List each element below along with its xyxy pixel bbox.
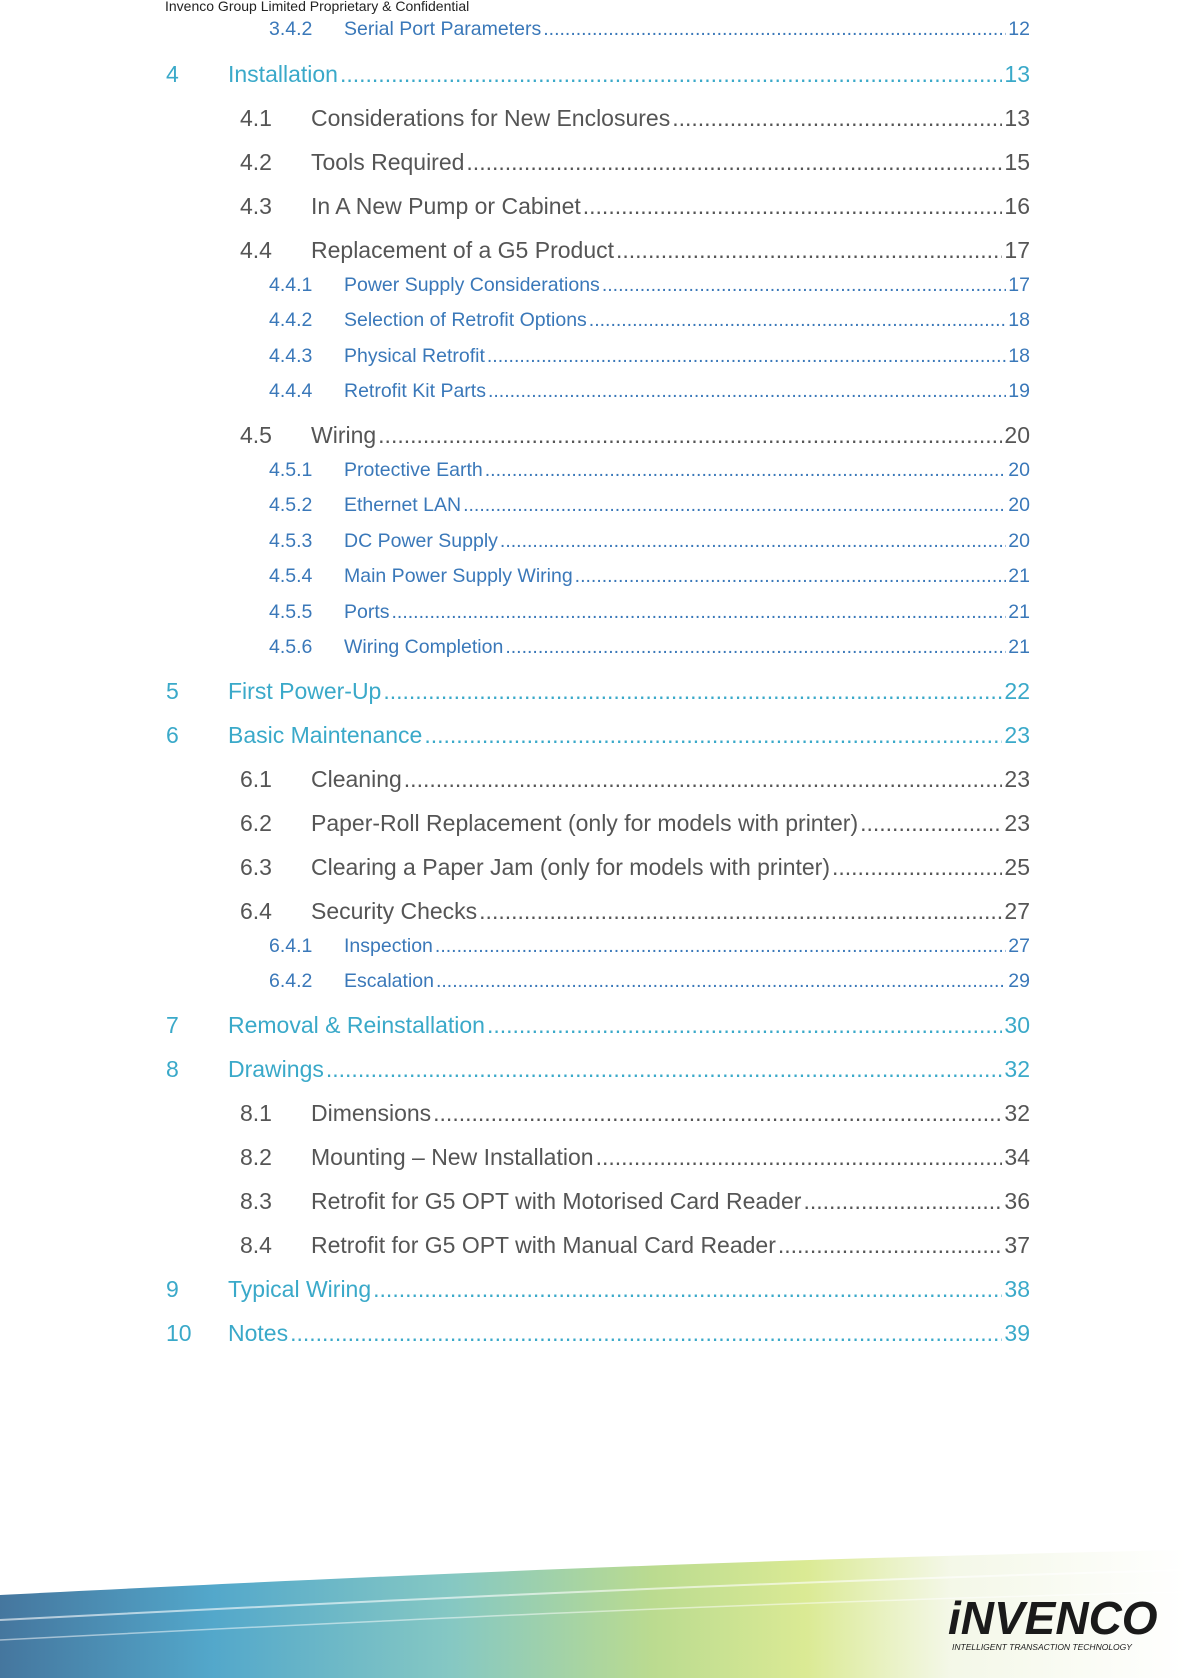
- toc-leader-dots: [487, 1012, 1002, 1039]
- toc-number: 6.4.2: [269, 970, 313, 992]
- svg-text:INTELLIGENT TRANSACTION TECHNO: INTELLIGENT TRANSACTION TECHNOLOGY: [952, 1642, 1132, 1652]
- toc-leader-dots: [505, 636, 1006, 659]
- toc-leader-dots: [404, 766, 1003, 793]
- toc-number: 4.4: [240, 237, 272, 263]
- toc-number: 3.4.2: [269, 18, 313, 40]
- toc-title: Power Supply Considerations: [344, 274, 600, 296]
- toc-number: 4.1: [240, 105, 272, 131]
- toc-entry[interactable]: [240, 854, 1030, 881]
- toc-leader-dots: [543, 18, 1006, 41]
- toc-title: DC Power Supply: [344, 530, 498, 552]
- toc-entry[interactable]: [166, 1012, 1030, 1039]
- toc-title: Ethernet LAN: [344, 494, 462, 516]
- toc-number: 6.1: [240, 766, 272, 792]
- toc-entry[interactable]: [240, 193, 1030, 220]
- toc-page-number: 22: [1004, 678, 1030, 704]
- toc-number: 4.5.4: [269, 565, 313, 587]
- toc-entry[interactable]: [269, 970, 1030, 993]
- toc-page-number: 21: [1008, 636, 1030, 658]
- toc-title: Selection of Retrofit Options: [344, 309, 587, 331]
- toc-leader-dots: [435, 935, 1006, 958]
- toc-entry[interactable]: [240, 810, 1030, 837]
- toc-title: Wiring: [311, 422, 377, 448]
- toc-entry[interactable]: [269, 636, 1030, 659]
- toc-entry[interactable]: [269, 309, 1030, 332]
- toc-title: Security Checks: [311, 898, 478, 924]
- toc-page-number: 29: [1008, 970, 1030, 992]
- toc-page-number: 32: [1004, 1100, 1030, 1126]
- toc-leader-dots: [596, 1144, 1003, 1171]
- toc-page-number: 23: [1004, 810, 1030, 836]
- invenco-logo: [948, 1590, 1187, 1660]
- toc-title: In A New Pump or Cabinet: [311, 193, 581, 219]
- toc-page-number: 37: [1004, 1232, 1030, 1258]
- toc-page-number: 23: [1004, 722, 1030, 748]
- toc-entry[interactable]: [166, 1320, 1030, 1347]
- toc-entry[interactable]: [269, 601, 1030, 624]
- toc-page-number: 20: [1008, 530, 1030, 552]
- toc-number: 4.4.3: [269, 345, 313, 367]
- toc-title: Installation: [228, 61, 338, 87]
- toc-title: Dimensions: [311, 1100, 432, 1126]
- toc-number: 8.1: [240, 1100, 272, 1126]
- toc-entry[interactable]: [269, 18, 1030, 41]
- toc-page-number: 27: [1008, 935, 1030, 957]
- toc-number: 4.5.5: [269, 601, 313, 623]
- toc-page-number: 25: [1004, 854, 1030, 880]
- toc-leader-dots: [326, 1056, 1003, 1083]
- toc-number: 4.5.2: [269, 494, 313, 516]
- toc-title: Serial Port Parameters: [344, 18, 542, 40]
- toc-number: 5: [166, 678, 179, 704]
- toc-page-number: 34: [1004, 1144, 1030, 1170]
- toc-number: 6: [166, 722, 179, 748]
- toc-leader-dots: [392, 601, 1007, 624]
- toc-page-number: 16: [1004, 193, 1030, 219]
- toc-title: Retrofit Kit Parts: [344, 380, 486, 402]
- toc-leader-dots: [803, 1188, 1002, 1215]
- toc-page-number: 32: [1004, 1056, 1030, 1082]
- toc-leader-dots: [589, 309, 1007, 332]
- toc-title: Wiring Completion: [344, 636, 504, 658]
- toc-title: Mounting – New Installation: [311, 1144, 594, 1170]
- toc-entry[interactable]: [269, 530, 1030, 553]
- toc-entry[interactable]: [166, 722, 1030, 749]
- toc-entry[interactable]: [240, 1144, 1030, 1171]
- toc-entry[interactable]: [240, 237, 1030, 264]
- toc-title: Retrofit for G5 OPT with Manual Card Reader: [311, 1232, 776, 1258]
- toc-page-number: 27: [1004, 898, 1030, 924]
- toc-leader-dots: [487, 345, 1006, 368]
- toc-title: Clearing a Paper Jam (only for models with printer): [311, 854, 830, 880]
- toc-entry[interactable]: [240, 1232, 1030, 1259]
- toc-page-number: 21: [1008, 565, 1030, 587]
- toc-leader-dots: [672, 105, 1002, 132]
- toc-page-number: 12: [1008, 18, 1030, 40]
- toc-number: 4.5: [240, 422, 272, 448]
- toc-page-number: 18: [1008, 345, 1030, 367]
- toc-leader-dots: [463, 494, 1006, 517]
- toc-entry[interactable]: [269, 380, 1030, 403]
- toc-page-number: 20: [1008, 494, 1030, 516]
- toc-entry[interactable]: [269, 565, 1030, 588]
- toc-leader-dots: [485, 459, 1007, 482]
- toc-number: 8.2: [240, 1144, 272, 1170]
- toc-number: 10: [166, 1320, 192, 1346]
- toc-title: Retrofit for G5 OPT with Motorised Card Reader: [311, 1188, 802, 1214]
- toc-leader-dots: [383, 678, 1002, 705]
- toc-entry[interactable]: [269, 345, 1030, 368]
- toc-leader-dots: [616, 237, 1002, 264]
- toc-title: Removal & Reinstallation: [228, 1012, 485, 1038]
- toc-entry[interactable]: [269, 935, 1030, 958]
- toc-number: 4.4.1: [269, 274, 313, 296]
- toc-page-number: 19: [1008, 380, 1030, 402]
- toc-title: Cleaning: [311, 766, 402, 792]
- toc-title: Paper-Roll Replacement (only for models with printer): [311, 810, 859, 836]
- toc-title: First Power-Up: [228, 678, 382, 704]
- toc-number: 8.3: [240, 1188, 272, 1214]
- toc-number: 6.4: [240, 898, 272, 924]
- toc-number: 4.5.3: [269, 530, 313, 552]
- toc-leader-dots: [373, 1276, 1002, 1303]
- toc-leader-dots: [583, 193, 1003, 220]
- toc-number: 8.4: [240, 1232, 272, 1258]
- toc-entry[interactable]: [166, 678, 1030, 705]
- toc-leader-dots: [340, 61, 1002, 88]
- toc-leader-dots: [832, 854, 1002, 881]
- toc-number: 4.4.4: [269, 380, 313, 402]
- toc-number: 6.4.1: [269, 935, 313, 957]
- toc-leader-dots: [290, 1320, 1002, 1347]
- svg-text:iNVENCO: iNVENCO: [948, 1592, 1158, 1644]
- toc-entry[interactable]: [240, 149, 1030, 176]
- toc-entry[interactable]: [240, 766, 1030, 793]
- toc-title: Replacement of a G5 Product: [311, 237, 614, 263]
- toc-title: Tools Required: [311, 149, 465, 175]
- toc-page-number: 13: [1004, 61, 1030, 87]
- toc-page-number: 30: [1004, 1012, 1030, 1038]
- toc-leader-dots: [378, 422, 1002, 449]
- toc-page-number: 20: [1008, 459, 1030, 481]
- toc-leader-dots: [575, 565, 1007, 588]
- toc-page-number: 23: [1004, 766, 1030, 792]
- toc-leader-dots: [479, 898, 1002, 925]
- toc-entry[interactable]: [269, 494, 1030, 517]
- toc-entry[interactable]: [240, 898, 1030, 925]
- toc-page-number: 21: [1008, 601, 1030, 623]
- toc-page-number: 17: [1008, 274, 1030, 296]
- toc-number: 9: [166, 1276, 179, 1302]
- toc-number: 6.2: [240, 810, 272, 836]
- toc-entry[interactable]: [269, 274, 1030, 297]
- toc-title: Escalation: [344, 970, 434, 992]
- toc-title: Ports: [344, 601, 390, 623]
- toc-entry[interactable]: [240, 1188, 1030, 1215]
- toc-number: 6.3: [240, 854, 272, 880]
- toc-title: Main Power Supply Wiring: [344, 565, 573, 587]
- toc-entry[interactable]: [240, 422, 1030, 449]
- toc-page-number: 20: [1004, 422, 1030, 448]
- toc-entry[interactable]: [166, 1276, 1030, 1303]
- page-header: Invenco Group Limited Proprietary & Confidential: [165, 0, 470, 14]
- toc-leader-dots: [466, 149, 1002, 176]
- toc-page-number: 15: [1004, 149, 1030, 175]
- toc-title: Notes: [228, 1320, 289, 1346]
- toc-leader-dots: [778, 1232, 1003, 1259]
- toc-title: Physical Retrofit: [344, 345, 485, 367]
- toc-page-number: 17: [1004, 237, 1030, 263]
- toc-number: 7: [166, 1012, 179, 1038]
- toc-page-number: 39: [1004, 1320, 1030, 1346]
- toc-entry[interactable]: [166, 1056, 1030, 1083]
- toc-number: 4.4.2: [269, 309, 313, 331]
- toc-leader-dots: [500, 530, 1006, 553]
- toc-entry[interactable]: [166, 61, 1030, 88]
- toc-title: Considerations for New Enclosures: [311, 105, 671, 131]
- toc-leader-dots: [433, 1100, 1002, 1127]
- toc-title: Inspection: [344, 935, 433, 957]
- toc-number: 4.3: [240, 193, 272, 219]
- toc-number: 8: [166, 1056, 179, 1082]
- toc-number: 4.2: [240, 149, 272, 175]
- toc-page-number: 18: [1008, 309, 1030, 331]
- toc-entry[interactable]: [240, 1100, 1030, 1127]
- toc-title: Drawings: [228, 1056, 324, 1082]
- toc-leader-dots: [860, 810, 1002, 837]
- toc-leader-dots: [488, 380, 1006, 403]
- toc-title: Typical Wiring: [228, 1276, 372, 1302]
- toc-title: Protective Earth: [344, 459, 483, 481]
- toc-entry[interactable]: [240, 105, 1030, 132]
- toc-number: 4: [166, 61, 179, 87]
- toc-page-number: 38: [1004, 1276, 1030, 1302]
- toc-leader-dots: [436, 970, 1006, 993]
- toc-title: Basic Maintenance: [228, 722, 423, 748]
- toc-leader-dots: [602, 274, 1006, 297]
- toc-page-number: 36: [1004, 1188, 1030, 1214]
- toc-entry[interactable]: [269, 459, 1030, 482]
- toc-page-number: 13: [1004, 105, 1030, 131]
- toc-number: 4.5.6: [269, 636, 313, 658]
- toc-number: 4.5.1: [269, 459, 313, 481]
- toc-leader-dots: [424, 722, 1002, 749]
